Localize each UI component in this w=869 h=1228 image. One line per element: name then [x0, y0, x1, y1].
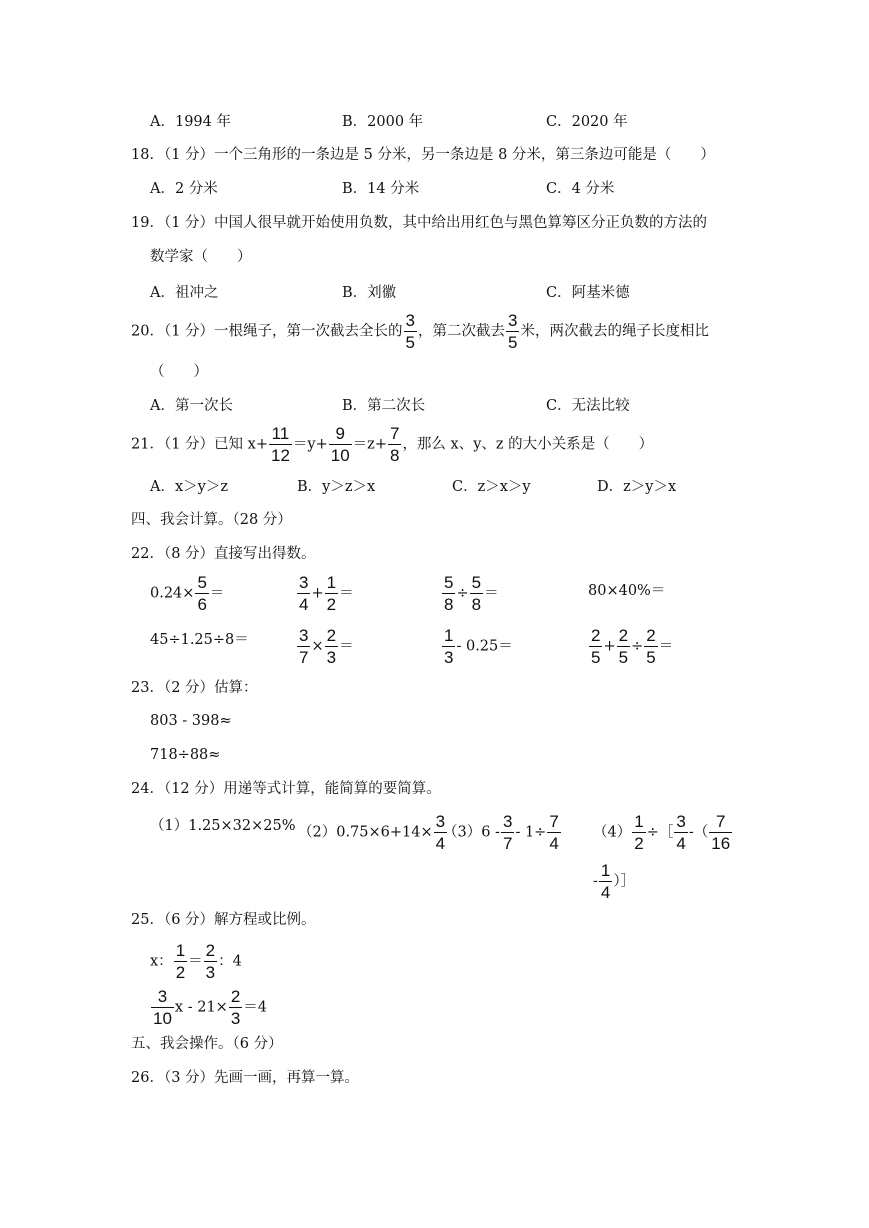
- q22-expr-6: $\frac{3}{7}$ × $\frac{2}{3}$ ＝: [299, 626, 354, 667]
- q23-stem: 23．（2 分）估算：: [131, 680, 258, 696]
- section-5-heading: 五、我会操作。（6 分）: [131, 1036, 283, 1052]
- q20-option-b: B．第二次长: [342, 398, 426, 414]
- q21-option-b: B．y＞z＞x: [297, 479, 376, 495]
- q23-expr-2: 718÷88≈: [150, 747, 221, 763]
- q22-expr-4: 80×40%＝: [588, 583, 666, 599]
- q24-part-1: （1）1.25×32×25%: [150, 818, 296, 834]
- q26-stem: 26．（3 分）先画一画，再算一算。: [131, 1070, 360, 1086]
- q19-option-a: A．祖冲之: [150, 285, 219, 301]
- q21-option-d: D．z＞y＞x: [597, 479, 677, 495]
- q25-expr-1: x： $\frac{1}{2}$ ＝ $\frac{2}{3}$ ：4: [150, 941, 242, 982]
- q17-option-a: A．1994 年: [150, 114, 231, 130]
- q17-option-c: C．2020 年: [546, 114, 628, 130]
- q21-stem: 21．（1 分）已知 x+ $\frac{11}{12}$ ＝y+ $\frac{9}{10}$ ＝z+ $\frac{7}{8}$ ，那么 x、y、z 的大小关系是（ ）: [131, 424, 654, 465]
- q19-option-b: B．刘徽: [342, 285, 397, 301]
- q18-option-c: C．4 分米: [546, 181, 615, 197]
- q20-fraction-2: $\frac{3}{5}$: [508, 311, 518, 352]
- q20-blank: （ ）: [150, 364, 208, 380]
- q24-part-2: （2）0.75×6+14× $\frac{3}{4}$: [298, 812, 446, 853]
- q24-stem: 24．（12 分）用递等式计算，能简算的要简算。: [131, 781, 441, 797]
- q21-fraction-2: $\frac{9}{10}$: [330, 424, 350, 465]
- q20-stem: 20．（1 分）一根绳子，第一次截去全长的 $\frac{3}{5}$ ，第二次截去 $\frac{3}{5}$ 米，两次截去的绳子长度相比: [131, 311, 709, 352]
- q19-stem-line2: 数学家（ ）: [150, 249, 252, 265]
- q22-expr-2: $\frac{3}{4}$ + $\frac{1}{2}$ ＝: [299, 573, 354, 614]
- q25-stem: 25．（6 分）解方程或比例。: [131, 912, 316, 928]
- q18-stem: 18．（1 分）一个三角形的一条边是 5 分米，另一条边是 8 分米，第三条边可能是（ ）: [131, 147, 715, 163]
- q20-fraction-1: $\frac{3}{5}$: [405, 311, 416, 352]
- q24-part-4: （4） $\frac{1}{2}$ ÷［ $\frac{3}{4}$ -（ $\frac{7}{16}$: [593, 812, 731, 853]
- q21-option-a: A．x＞y＞z: [150, 479, 228, 495]
- section-4-heading: 四、我会计算。（28 分）: [131, 512, 292, 528]
- q24-part-3: （3）6 - $\frac{3}{7}$ - 1÷ $\frac{7}{4}$: [443, 812, 559, 853]
- q18-option-a: A．2 分米: [150, 181, 218, 197]
- q21-fraction-1: $\frac{11}{12}$: [270, 424, 290, 465]
- q22-expr-1: 0.24× $\frac{5}{6}$ ＝: [150, 573, 225, 614]
- q20-option-a: A．第一次长: [150, 398, 233, 414]
- q18-option-b: B．14 分米: [342, 181, 420, 197]
- q22-expr-5: 45÷1.25÷8＝: [150, 632, 249, 648]
- q19-option-c: C．阿基米德: [546, 285, 630, 301]
- q25-expr-2: $\frac{3}{10}$ x - 21× $\frac{2}{3}$ ＝4: [153, 987, 268, 1028]
- q22-expr-3: $\frac{5}{8}$ ÷ $\frac{5}{8}$ ＝: [444, 573, 499, 614]
- q23-expr-1: 803 - 398≈: [150, 713, 232, 729]
- q20-option-c: C．无法比较: [546, 398, 630, 414]
- q24-part-4-line-2: - $\frac{1}{4}$ ）］: [593, 861, 636, 902]
- q22-expr-7: $\frac{1}{3}$ - 0.25＝: [444, 626, 513, 667]
- q22-expr-8: $\frac{2}{5}$ + $\frac{2}{5}$ ÷ $\frac{2}{5}$ ＝: [591, 626, 674, 667]
- q17-option-b: B．2000 年: [342, 114, 424, 130]
- q21-option-c: C．z＞x＞y: [452, 479, 531, 495]
- q22-stem: 22．（8 分）直接写出得数。: [131, 546, 316, 562]
- q21-fraction-3: $\frac{7}{8}$: [389, 424, 400, 465]
- q19-stem-line1: 19．（1 分）中国人很早就开始使用负数，其中给出用红色与黑色算筹区分正负数的方法的: [131, 215, 708, 231]
